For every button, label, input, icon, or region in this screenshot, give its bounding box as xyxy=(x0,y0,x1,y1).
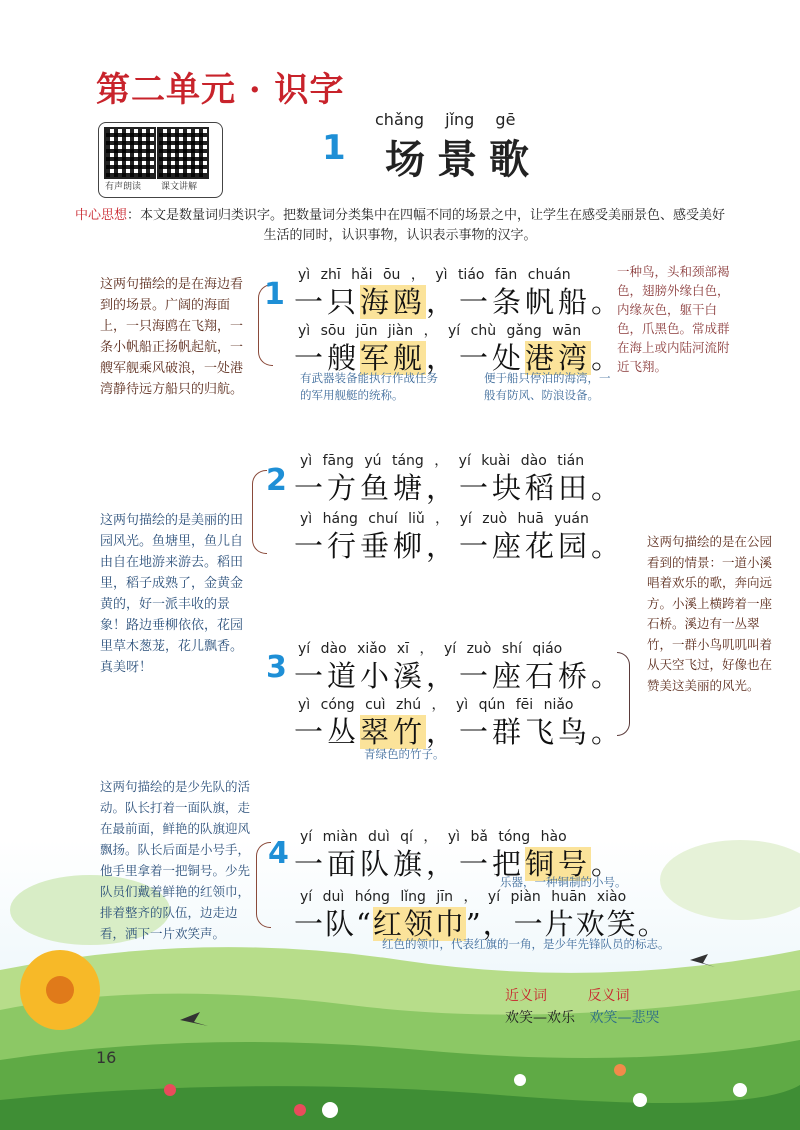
side-note-section-4: 这两句描绘的是少先队的活动。队长打着一面队旗，走在最前面，鲜艳的队旗迎风飘扬。队长后面是小号手，他手里拿着一把铜号。少先队员们戴着鲜艳的红领巾，排着整齐的队伍，边走边看，洒下一片欢笑声。 xyxy=(100,779,251,941)
line-pinyin: yì fāng yú táng ， yí kuài dào tián xyxy=(300,453,585,469)
pinyin-syllable: jǐng xyxy=(445,110,475,129)
pinyin-syllable: gē xyxy=(495,110,516,129)
qr-code-reading[interactable] xyxy=(104,127,156,179)
note-haiou: 一种鸟，头和颈部褐色，翅膀外缘白色，内缘灰色，躯干白色，爪黑色。常成群在海上或内陆河流附近飞翔。 xyxy=(617,264,730,374)
note-tonghao: 乐器，一种铜制的小号。 xyxy=(500,875,627,889)
line-pinyin: yì háng chuí liǔ ， yí zuò huā yuán xyxy=(300,511,589,527)
line-pinyin: yí duì hóng lǐng jīn ， yí piàn huān xiào xyxy=(300,889,627,905)
qr-code-lecture[interactable] xyxy=(157,127,209,179)
text-line: 一队“红领巾”，一片欢笑。 xyxy=(294,907,669,941)
page-number: 16 xyxy=(96,1048,117,1067)
note-cuizhu: 青绿色的竹子。 xyxy=(364,747,445,761)
antonym-pair: 欢笑—悲哭 xyxy=(589,1010,660,1026)
qr-label-reading: 有声朗读 xyxy=(105,182,142,192)
lesson-title: 场景歌 xyxy=(385,136,541,183)
text-line: 一只海鸥，一条帆船。 xyxy=(294,285,625,319)
qr-label-lecture: 课文讲解 xyxy=(161,182,198,192)
text-line: 一道小溪，一座石桥。 xyxy=(294,659,625,693)
central-idea xyxy=(70,206,730,246)
qr-codes[interactable] xyxy=(98,122,223,198)
bracket xyxy=(252,470,267,554)
side-note-section-1: 这两句描绘的是在海边看到的场景。广阔的海面上，一只海鸥在飞翔，一条小帆船正扬帆起航，一艘军舰乘风破浪，一处港湾静待远方船只的归航。 xyxy=(100,277,244,397)
unit-title: 第二单元 · 识字 xyxy=(96,70,345,110)
word-pairs xyxy=(505,985,659,1029)
text-line: 一艘军舰，一处港湾。 xyxy=(294,341,625,375)
text-line: 一面队旗，一把铜号。 xyxy=(294,847,625,881)
side-note-section-3: 这两句描绘的是在公园看到的情景：一道小溪唱着欢乐的歌，奔向远方。小溪上横跨着一座石桥。溪边有一丛翠竹，一群小鸟叽叽叫着从天空飞过，好像也在赞美这美丽的风光。 xyxy=(647,534,773,693)
pinyin-syllable: chǎng xyxy=(375,110,425,129)
section-number: 4 xyxy=(268,836,289,871)
section-number: 3 xyxy=(266,650,287,685)
line-pinyin: yì zhī hǎi ōu ， yì tiáo fān chuán xyxy=(298,267,571,283)
line-pinyin: yí dào xiǎo xī ， yí zuò shí qiáo xyxy=(298,641,563,657)
side-note-section-2: 这两句描绘的是美丽的田园风光。鱼塘里，鱼儿自由自在地游来游去。稻田里，稻子成熟了，金黄金黄的，好一派丰收的景象！路边垂柳依依，花园里草木葱茏，花儿飘香。真美呀！ xyxy=(100,513,244,675)
text-line: 一行垂柳，一座花园。 xyxy=(294,529,625,563)
central-idea-label: 中心思想 xyxy=(74,208,127,223)
line-pinyin: yì sōu jūn jiàn ， yí chù gǎng wān xyxy=(298,323,582,339)
lesson-title-pinyin xyxy=(375,110,515,129)
section-number: 2 xyxy=(266,463,287,498)
text-line: 一丛翠竹，一群飞鸟。 xyxy=(294,715,625,749)
note-junjian: 有武器装备能执行作战任务的军用舰艇的统称。 xyxy=(300,371,438,402)
text-line: 一方鱼塘，一块稻田。 xyxy=(294,471,625,505)
synonym-pair: 欢笑—欢乐 xyxy=(505,1010,575,1026)
note-gangwan: 便于船只停泊的海湾，一般有防风、防浪设备。 xyxy=(484,371,611,402)
lesson-number: 1 xyxy=(322,128,346,168)
line-pinyin: yí miàn duì qí ， yì bǎ tóng hào xyxy=(300,829,567,845)
note-honglingjin: 红色的领巾，代表红旗的一角，是少年先锋队员的标志。 xyxy=(382,937,670,951)
central-idea-text: ：本文是数量词归类识字。把数量词分类集中在四幅不同的场景之中，让学生在感受美丽景色、感受美好生活的同时，认识事物，认识表示事物的汉字。 xyxy=(127,208,726,243)
antonym-label: 反义词 xyxy=(587,988,630,1004)
section-number: 1 xyxy=(264,277,285,312)
line-pinyin: yì cóng cuì zhú ， yì qún fēi niǎo xyxy=(298,697,574,713)
synonym-label: 近义词 xyxy=(505,988,547,1004)
